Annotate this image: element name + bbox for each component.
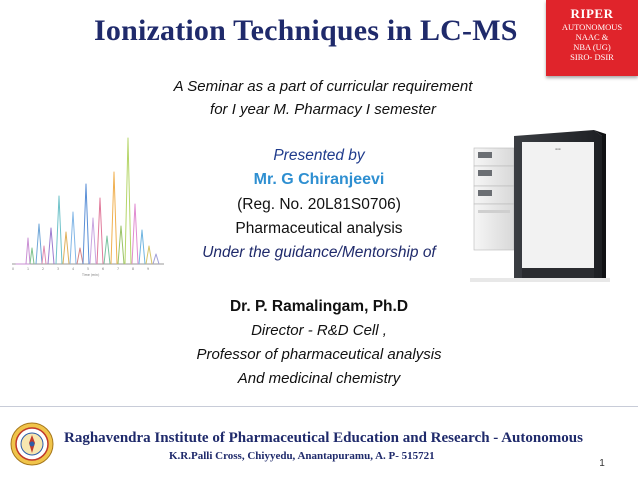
presented-by-label: Presented by <box>273 147 365 164</box>
institute-address: K.R.Palli Cross, Chiyyedu, Anantapuramu, A. P- 515721 <box>169 450 435 462</box>
svg-text:4: 4 <box>72 267 75 271</box>
svg-text:8: 8 <box>132 267 135 271</box>
guide-name: Dr. P. Ramalingam, Ph.D <box>229 298 409 315</box>
svg-text:Time (min): Time (min) <box>82 273 100 277</box>
svg-text:▬▬: ▬▬ <box>555 147 561 151</box>
guide-role-director: Director - R&D Cell , <box>251 322 387 339</box>
badge-line: NAAC & <box>575 32 609 42</box>
institute-name: Raghavendra Institute of Pharmaceutical Education and Research - Autonomous <box>64 430 583 446</box>
svg-text:5: 5 <box>87 267 90 271</box>
svg-text:7: 7 <box>117 267 120 271</box>
lc-ms-instrument-image <box>470 128 610 298</box>
footer-separator <box>0 406 638 407</box>
svg-text:0: 0 <box>12 267 15 271</box>
svg-text:2: 2 <box>42 267 45 271</box>
guide-role-chemistry: And medicinal chemistry <box>237 370 401 387</box>
badge-line: AUTONOMOUS <box>561 22 623 32</box>
presenter-name: Mr. G Chiranjeevi <box>253 171 385 188</box>
seminar-line-2: for I year M. Pharmacy I semester <box>210 101 436 118</box>
seminar-line-1: A Seminar as a part of curricular requirement <box>173 78 473 95</box>
riper-badge <box>546 0 638 76</box>
svg-text:6: 6 <box>102 267 105 271</box>
chromatogram-image <box>8 128 168 278</box>
badge-line: NBA (UG) <box>573 42 611 52</box>
svg-text:1: 1 <box>27 267 30 271</box>
guide-role-professor: Professor of pharmaceutical analysis <box>196 346 442 363</box>
presenter-department: Pharmaceutical analysis <box>235 220 403 237</box>
slide-title: Ionization Techniques in LC-MS <box>94 14 518 47</box>
badge-line: SIRO- DSIR <box>570 52 614 62</box>
institute-logo-icon <box>10 422 54 466</box>
svg-text:9: 9 <box>147 267 150 271</box>
svg-text:3: 3 <box>57 267 60 271</box>
badge-name: RIPER <box>570 6 614 21</box>
presenter-reg-no: (Reg. No. 20L81S0706) <box>237 196 401 213</box>
guidance-label: Under the guidance/Mentorship of <box>202 244 436 261</box>
page-number: 1 <box>599 458 605 469</box>
